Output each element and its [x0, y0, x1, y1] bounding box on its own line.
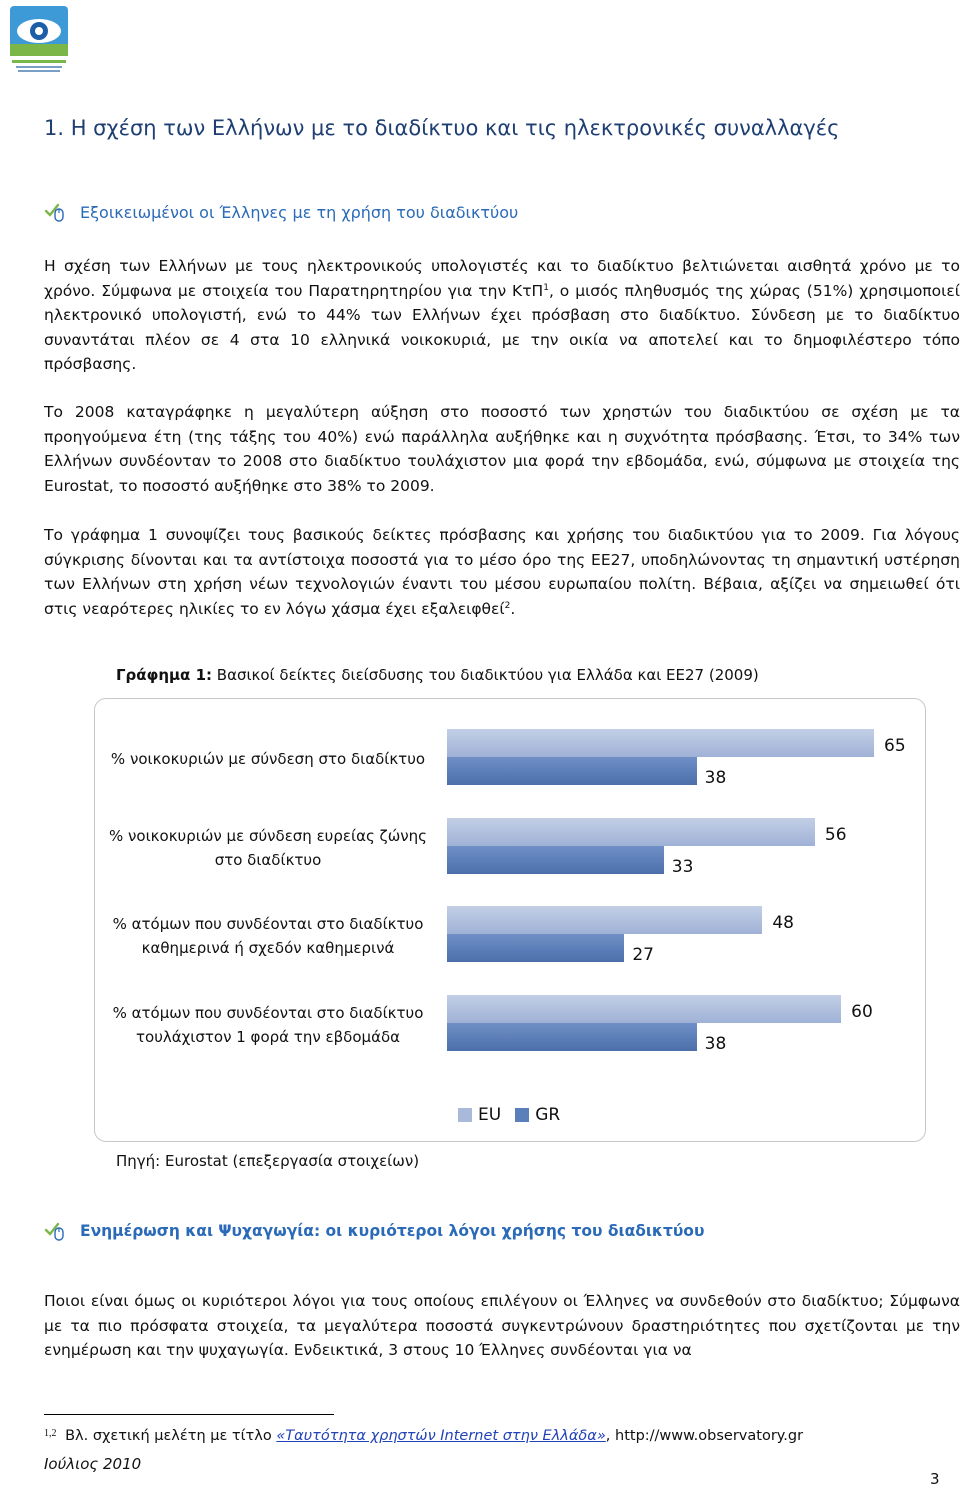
- value-label-eu: 56: [824, 825, 847, 845]
- legend-swatch-eu: [458, 1108, 472, 1122]
- mouse-icon: [44, 202, 66, 222]
- paragraph-2: Το 2008 καταγράφηκε η μεγαλύτερη αύξηση στο ποσοστό των χρηστών του διαδικτύου σε σχέση με τα προηγούμενα έτη (της τάξης του 40%) ενώ παράλληλα αυξήθηκε και η συχνότητα πρόσβασης. Έτσι, το 34% των Ελλήνων συνδέονταν το 2008 στο διαδίκτυο τουλάχιστον μια φορά την εβδομάδα, ενώ, σύμφωνα με στοιχεία της Eurostat, το ποσοστό αυξήθηκε στο 38% το 2009.: [44, 403, 960, 495]
- legend-label-gr: GR: [535, 1105, 561, 1125]
- value-label-eu: 48: [772, 913, 794, 933]
- footnote: $^{1,2}$ Βλ. σχετική μελέτη με τίτλο «Ταυτότητα χρηστών Internet στην Ελλάδα», http://www.observatory.gr: [44, 1428, 804, 1444]
- footnote-link[interactable]: «Ταυτότητα χρηστών Internet στην Ελλάδα»: [276, 1428, 606, 1444]
- observatory-logo: [8, 4, 72, 74]
- subheading-text: Ενημέρωση και Ψυχαγωγία: οι κυριότεροι λόγοι χρήσης του διαδικτύου: [80, 1222, 705, 1240]
- category-label: % ατόμων που συνδέονται στο διαδίκτυο: [112, 1004, 424, 1022]
- chart-legend: [458, 1105, 560, 1125]
- category-label: στο διαδίκτυο: [214, 851, 322, 869]
- category-label: % ατόμων που συνδέονται στο διαδίκτυο: [112, 915, 424, 933]
- page-number: 3: [930, 1470, 940, 1488]
- subheading-familiarity: [44, 200, 518, 224]
- value-label-eu: 60: [851, 1002, 873, 1022]
- legend-label-eu: EU: [478, 1105, 502, 1125]
- paragraph-1: Η σχέση των Ελλήνων με τους ηλεκτρονικούς υπολογιστές και το διαδίκτυο βελτιώνεται αισθητά χρόνο με το χρόνο. Σύμφωνα με στοιχεία του Παρατηρητηρίου για την ΚτΠ$^1$, ο μισός πληθυσμός της χώρας (51%) χρησιμοποιεί ηλεκτρονικό υπολογιστή, ενώ το 44% των Ελλήνων έχει πρόσβαση στο διαδίκτυο. Σύνδεση με το διαδίκτυο συναντάται πλέον σε 4 στα 10 ελληνικά νοικοκυριά, με την οικία να αποτελεί και το δημοφιλέστερο τόπο πρόσβασης.: [44, 257, 960, 373]
- footer-date: Ιούλιος 2010: [44, 1455, 142, 1473]
- value-label-eu: 65: [884, 736, 906, 756]
- value-label-gr: 33: [671, 857, 694, 877]
- subheading-entertainment: [44, 1219, 704, 1243]
- footnote-divider: [44, 1414, 334, 1415]
- subheading-text: Εξοικειωμένοι οι Έλληνες με τη χρήση του διαδικτύου: [80, 202, 519, 222]
- value-label-gr: 38: [704, 768, 727, 788]
- legend-swatch-gr: [515, 1108, 529, 1122]
- paragraph-4: Ποιοι είναι όμως οι κυριότεροι λόγοι για τους οποίους επιλέγουν οι Έλληνες να συνδεθούν στο διαδίκτυο; Σύμφωνα με τα πιο πρόσφατα στοιχεία, τα μεγαλύτερα ποσοστά συγκεντρώνουν δραστηριότητες που σχετίζονται με την ενημέρωση και την ψυχαγωγία. Ενδεικτικά, 3 στους 10 Έλληνες συνδέονται για να: [44, 1292, 960, 1359]
- category-label: τουλάχιστον 1 φορά την εβδομάδα: [135, 1028, 401, 1046]
- category-label: % νοικοκυριών με σύνδεση ευρείας ζώνης: [109, 827, 427, 845]
- chart-title: Γράφημα 1: Βασικοί δείκτες διείσδυσης του διαδικτύου για Ελλάδα και ΕΕ27 (2009): [116, 666, 759, 684]
- value-label-gr: 38: [704, 1034, 727, 1054]
- chart-source: Πηγή: Eurostat (επεξεργασία στοιχείων): [116, 1152, 420, 1170]
- category-label: καθημερινά ή σχεδόν καθημερινά: [141, 939, 395, 957]
- category-label: % νοικοκυριών με σύνδεση στο διαδίκτυο: [110, 750, 426, 768]
- paragraph-3: Το γράφημα 1 συνοψίζει τους βασικούς δείκτες πρόσβασης και χρήσης του διαδικτύου για το 2009. Για λόγους σύγκρισης δίνονται και τα αντίστοιχα ποσοστά για το μέσο όρο της ΕΕ27, υποδηλώνοντας τη σημαντική υστέρηση των Ελλήνων στη χρήση νέων τεχνολογιών έναντι του μέσου ευρωπαίου πολίτη. Βέβαια, αξίζει να σημειωθεί ότι στις νεαρότερες ηλικίες το εν λόγω χάσμα έχει εξαλειφθεί$^2$.: [44, 526, 960, 618]
- chart-frame: [94, 698, 926, 1142]
- section-title: 1. Η σχέση των Ελλήνων με το διαδίκτυο και τις ηλεκτρονικές συναλλαγές: [44, 116, 840, 140]
- value-label-gr: 27: [632, 945, 654, 965]
- mouse-icon: [44, 1221, 66, 1241]
